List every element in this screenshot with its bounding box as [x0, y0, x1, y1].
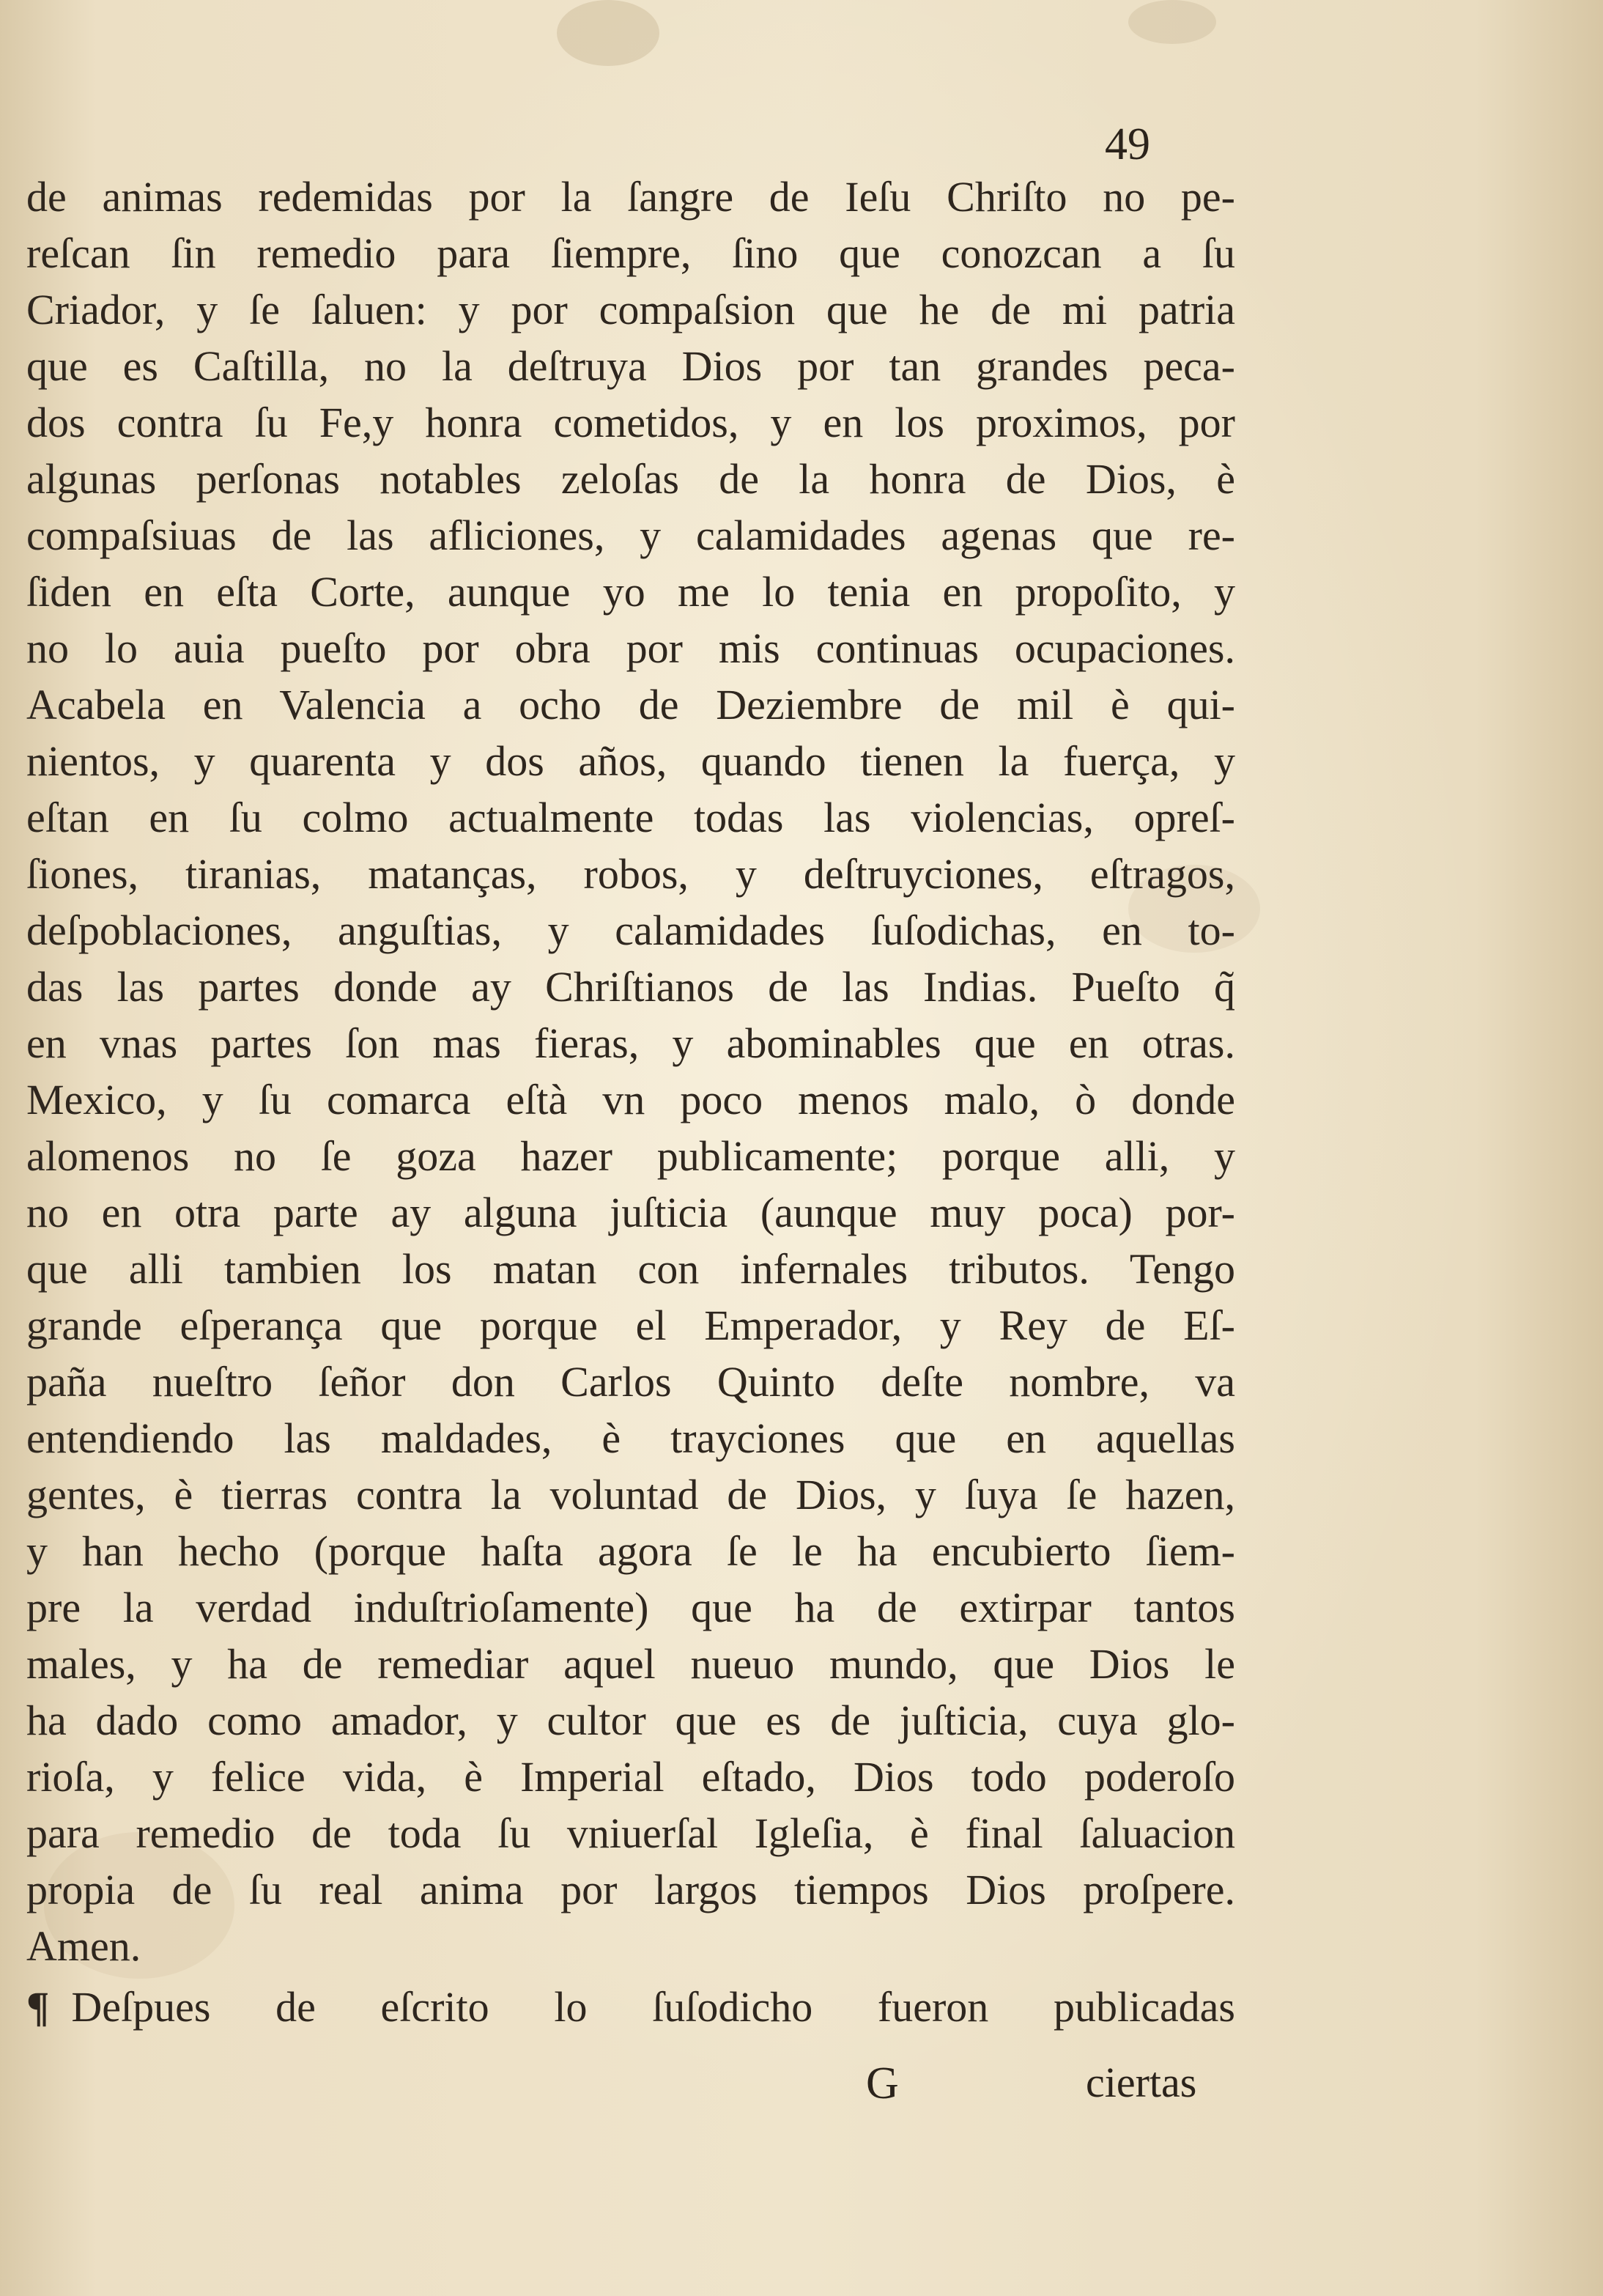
- text-line: pre la verdad induſtrioſamente) que ha de extirpar tantos: [26, 1584, 1235, 1631]
- body-text: [26, 169, 1235, 2035]
- paragraph-start-line: [26, 1979, 1235, 2035]
- text-line: propia de ſu real anima por largos tiempos Dios proſpere.: [26, 1866, 1235, 1913]
- text-line: paña nueſtro ſeñor don Carlos Quinto deſte nombre, va: [26, 1358, 1235, 1406]
- text-line: y han hecho (porque haſta agora ſe le ha encubierto ſiem-: [26, 1527, 1235, 1575]
- pilcrow-mark: ¶: [26, 1983, 50, 2031]
- catchword: ciertas: [1086, 2059, 1197, 2106]
- text-line: deſpoblaciones, anguſtias, y calamidades ſuſodichas, en to-: [26, 907, 1235, 954]
- text-line: reſcan ſin remedio para ſiempre, ſino que conozcan a ſu: [26, 229, 1235, 277]
- text-line: nientos, y quarenta y dos años, quando tienen la fuerça, y: [26, 737, 1235, 785]
- text-line: Mexico, y ſu comarca eſtà vn poco menos malo, ò donde: [26, 1076, 1235, 1123]
- text-line: de animas redemidas por la ſangre de Ieſu Chriſto no pe-: [26, 173, 1235, 221]
- text-line: entendiendo las maldades, è trayciones que en aquellas: [26, 1414, 1235, 1462]
- text-line: alomenos no ſe goza hazer publicamente; porque alli, y: [26, 1132, 1235, 1180]
- text-line: Acabela en Valencia a ocho de Deziembre de mil è qui-: [26, 681, 1235, 728]
- text-line: males, y ha de remediar aquel nueuo mundo, que Dios le: [26, 1640, 1235, 1688]
- text-line: ſiden en eſta Corte, aunque yo me lo tenia en propoſito, y: [26, 568, 1235, 616]
- signature-mark: G: [866, 2059, 899, 2108]
- text-line: compaſsiuas de las afliciones, y calamidades agenas que re-: [26, 512, 1235, 559]
- text-line: das las partes donde ay Chriſtianos de las Indias. Pueſto q̃: [26, 963, 1235, 1011]
- text-line: Amen.: [26, 1922, 141, 1970]
- text-line: que alli tambien los matan con infernales tributos. Tengo: [26, 1245, 1235, 1293]
- text-line: ſiones, tiranias, matanças, robos, y deſtruyciones, eſtragos,: [26, 850, 1235, 898]
- text-line: que es Caſtilla, no la deſtruya Dios por tan grandes peca-: [26, 342, 1235, 390]
- text-line: no en otra parte ay alguna juſticia (aunque muy poca) por-: [26, 1189, 1235, 1236]
- text-line: dos contra ſu Fe,y honra cometidos, y en los proximos, por: [26, 399, 1235, 446]
- text-line: no lo auia pueſto por obra por mis continuas ocupaciones.: [26, 624, 1235, 672]
- text-line: en vnas partes ſon mas fieras, y abominables que en otras.: [26, 1019, 1235, 1067]
- paragraph-text: Deſpues de eſcrito lo ſuſodicho fueron publicadas: [71, 1983, 1235, 2031]
- text-line: grande eſperança que porque el Emperador, y Rey de Eſ-: [26, 1302, 1235, 1349]
- page-number: 49: [1105, 119, 1150, 169]
- text-line: para remedio de toda ſu vniuerſal Igleſia, è final ſaluacion: [26, 1809, 1235, 1857]
- text-line: ha dado como amador, y cultor que es de juſticia, cuya glo-: [26, 1697, 1235, 1744]
- text-line: eſtan en ſu colmo actualmente todas las violencias, opreſ-: [26, 794, 1235, 841]
- text-line: rioſa, y felice vida, è Imperial eſtado, Dios todo poderoſo: [26, 1753, 1235, 1801]
- text-line: Criador, y ſe ſaluen: y por compaſsion que he de mi patria: [26, 286, 1235, 333]
- text-line: gentes, è tierras contra la voluntad de Dios, y ſuya ſe hazen,: [26, 1471, 1235, 1518]
- text-line: algunas perſonas notables zeloſas de la honra de Dios, è: [26, 455, 1235, 503]
